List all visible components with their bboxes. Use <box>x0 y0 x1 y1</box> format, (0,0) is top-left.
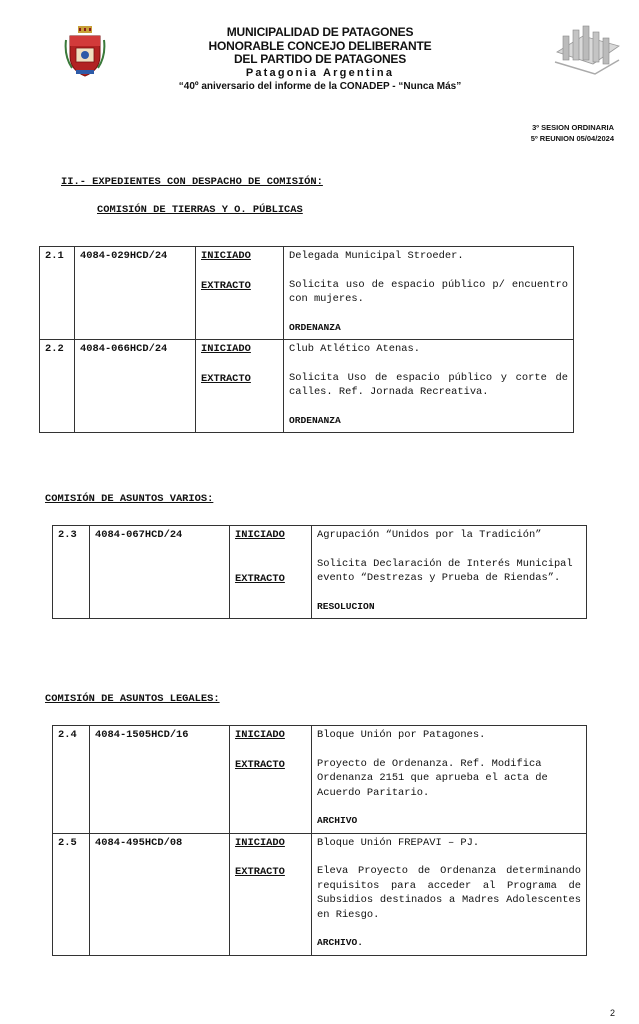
resolution-type: RESOLUCION <box>317 600 375 612</box>
iniciado-text: Bloque Unión FREPAVI – PJ. <box>317 836 480 849</box>
file-code: 4084-029HCD/24 <box>75 247 196 340</box>
extracto-text: Eleva Proyecto de Ordenanza determinando requisitos para acceder al Programa de Subsidios destinados a Madres Adolescentes en Riesgo. <box>317 865 581 921</box>
extracto-text: Solicita uso de espacio público p/ encuentro con mujeres. <box>289 278 568 305</box>
iniciado-text: Delegada Municipal Stroeder. <box>289 250 464 262</box>
item-labels <box>230 833 312 955</box>
label-iniciado: INICIADO <box>201 343 251 355</box>
item-number: 2.3 <box>53 526 90 619</box>
header-region: Patagonia Argentina <box>245 66 395 79</box>
item-labels <box>196 247 284 340</box>
iniciado-text: Club Atlético Atenas. <box>289 343 420 355</box>
item-content <box>284 247 574 340</box>
commission-table-tierras <box>39 246 574 433</box>
label-iniciado: INICIADO <box>235 729 285 741</box>
item-content <box>312 833 587 955</box>
municipal-crest-logo <box>64 26 106 78</box>
item-content <box>312 726 587 834</box>
session-name: 3º SESION ORDINARIA <box>532 123 614 132</box>
table-row <box>53 526 587 619</box>
commission-table-varios <box>52 525 587 619</box>
page-number: 2 <box>609 1008 615 1018</box>
file-code: 4084-067HCD/24 <box>90 526 230 619</box>
iniciado-text: Agrupación “Unidos por la Tradición” <box>317 529 542 541</box>
table-row <box>40 247 574 340</box>
document-header <box>130 26 510 94</box>
file-code: 4084-495HCD/08 <box>90 833 230 955</box>
label-extracto: EXTRACTO <box>235 572 285 585</box>
label-extracto: EXTRACTO <box>235 758 285 771</box>
item-labels <box>230 726 312 834</box>
commission-title-varios: COMISIÓN DE ASUNTOS VARIOS: <box>45 493 214 505</box>
label-extracto: EXTRACTO <box>201 279 251 292</box>
label-iniciado: INICIADO <box>235 529 285 541</box>
resolution-type: ARCHIVO <box>317 815 358 826</box>
item-number: 2.1 <box>40 247 75 340</box>
section-heading: II.- EXPEDIENTES CON DESPACHO DE COMISIÓN: <box>61 176 323 188</box>
iniciado-text: Bloque Unión por Patagones. <box>317 729 486 741</box>
extracto-text: Proyecto de Ordenanza. Ref. Modifica Ordenanza 2151 que aprueba el acta de Acuerdo Paritario. <box>317 757 548 799</box>
item-labels <box>196 340 284 433</box>
table-row <box>53 726 587 834</box>
label-extracto: EXTRACTO <box>201 372 251 385</box>
concejo-building-logo <box>553 22 621 77</box>
item-number: 2.5 <box>53 833 90 955</box>
label-iniciado: INICIADO <box>235 836 285 849</box>
session-meeting-date: 5º REUNION 05/04/2024 <box>530 134 614 143</box>
item-content <box>284 340 574 433</box>
header-anniversary: “40º aniversario del informe de la CONADEP - “Nunca Más” <box>178 80 462 92</box>
item-labels <box>230 526 312 619</box>
resolution-type: ORDENANZA <box>289 321 341 333</box>
label-extracto: EXTRACTO <box>235 866 285 878</box>
item-number: 2.2 <box>40 340 75 433</box>
extracto-text: Solicita Declaración de Interés Municipal evento “Destrezas y Prueba de Riendas”. <box>317 557 573 584</box>
commission-table-legales <box>52 725 587 956</box>
header-district: DEL PARTIDO DE PATAGONES <box>233 52 407 67</box>
header-council: HONORABLE CONCEJO DELIBERANTE <box>208 38 432 53</box>
extracto-text: Solicita Uso de espacio público y corte de calles. Ref. Jornada Recreativa. <box>289 371 568 398</box>
item-number: 2.4 <box>53 726 90 834</box>
table-row <box>40 340 574 433</box>
commission-title-tierras: COMISIÓN DE TIERRAS Y O. PÚBLICAS <box>97 204 303 216</box>
item-content <box>312 526 587 619</box>
file-code: 4084-1505HCD/16 <box>90 726 230 834</box>
resolution-type: ORDENANZA <box>289 414 341 426</box>
resolution-type: ARCHIVO. <box>317 937 364 948</box>
header-municipality: MUNICIPALIDAD DE PATAGONES <box>226 25 414 39</box>
session-info <box>531 122 614 144</box>
table-row <box>53 833 587 955</box>
commission-title-legales: COMISIÓN DE ASUNTOS LEGALES: <box>45 693 220 705</box>
file-code: 4084-066HCD/24 <box>75 340 196 433</box>
label-iniciado: INICIADO <box>201 250 251 262</box>
